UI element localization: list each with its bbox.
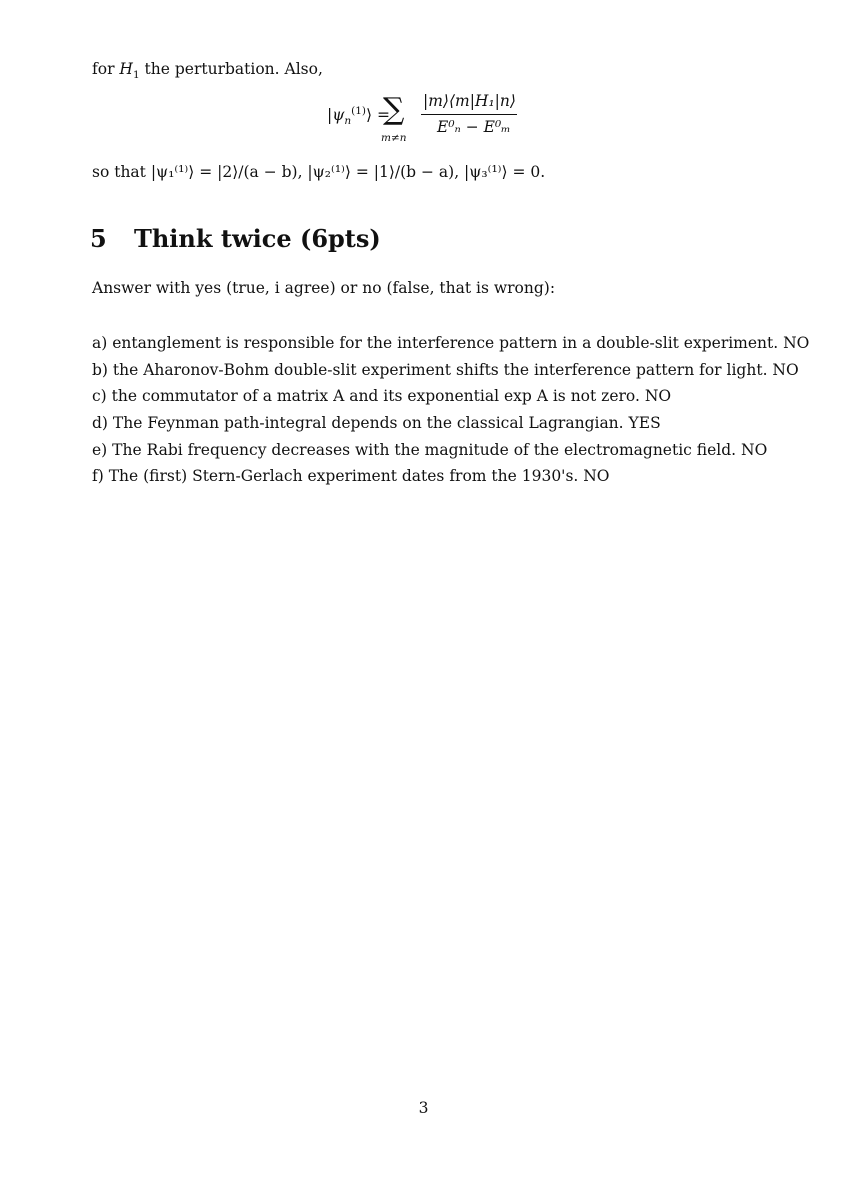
section-heading [90, 224, 381, 253]
list-item: f) The (first) Stern-Gerlach experiment dates from the 1930's. NO [92, 467, 610, 486]
fraction-numerator: |m⟩⟨m|H₁|n⟩ [423, 92, 516, 110]
fraction-bar [421, 114, 517, 115]
list-item: e) The Rabi frequency decreases with the magnitude of the electromagnetic field. NO [92, 440, 768, 459]
sum-under: m≠n [381, 132, 407, 144]
instruction-line: Answer with yes (true, i agree) or no (false, that is wrong): [92, 279, 556, 297]
sum-symbol: ∑ [383, 92, 405, 127]
list-item: c) the commutator of a matrix A and its exponential exp A is not zero. NO [92, 387, 672, 406]
answer-list [92, 334, 809, 494]
list-item: b) the Aharonov-Bohm double-slit experiment shifts the interference pattern for light. NO [92, 360, 799, 379]
section-number: 5 [90, 224, 107, 253]
page-number: 3 [418, 1099, 429, 1117]
so-that-line: so that |ψ₁⁽¹⁾⟩ = |2⟩/(a − b), |ψ₂⁽¹⁾⟩ = |1⟩/(b − a), |ψ₃⁽¹⁾⟩ = 0. [92, 163, 546, 181]
intro-prefix: for [92, 60, 120, 78]
intro-var-sub: 1 [132, 69, 140, 82]
section-title: Think twice (6pts) [134, 224, 381, 253]
list-item: d) The Feynman path-integral depends on the classical Lagrangian. YES [92, 414, 661, 433]
intro-line [92, 60, 323, 82]
perturbation-equation [327, 92, 527, 154]
list-item: a) entanglement is responsible for the interference pattern in a double-slit experiment. NO [92, 334, 810, 352]
equation-lhs: $|\psi_n^{(1)}⟩$ = [327, 104, 390, 128]
fraction-denominator: E⁰ₙ − E⁰ₘ [437, 118, 511, 136]
intro-var: H [119, 60, 133, 78]
intro-suffix: the perturbation. Also, [139, 60, 323, 78]
